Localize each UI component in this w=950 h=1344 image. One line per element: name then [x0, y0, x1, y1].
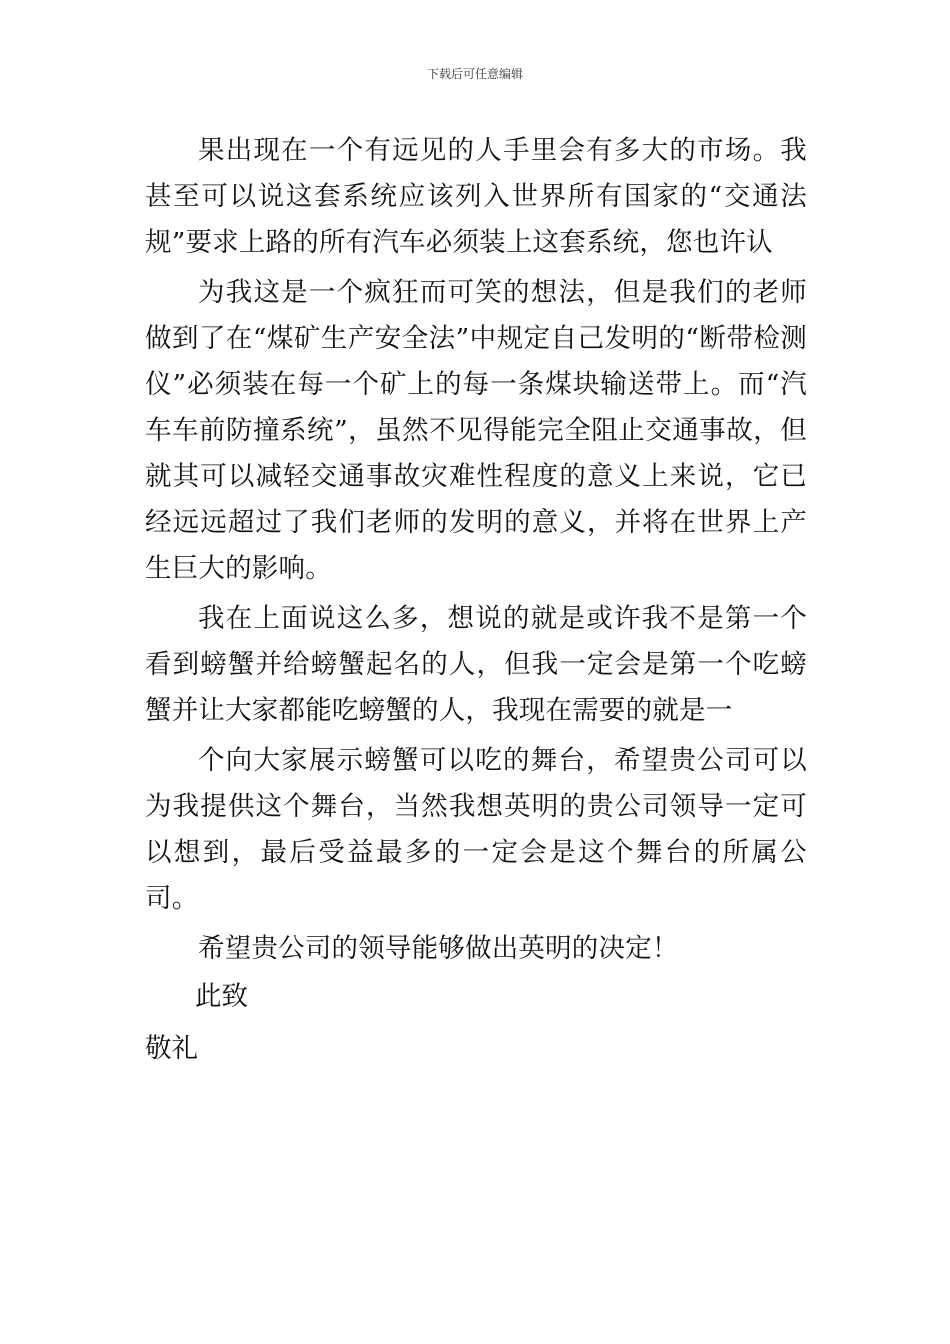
paragraph: 果出现在一个有远见的人手里会有多大的市场。我甚至可以说这套系统应该列入世界所有国家的“交通法规”要求上路的所有汽车必须装上这套系统，您也许认 — [145, 135, 807, 258]
paragraph: 我在上面说这么多，想说的就是或许我不是第一个看到螃蟹并给螃蟹起名的人，但我一定会是第一个吃螃蟹并让大家都能吃螃蟹的人，我现在需要的就是一 — [145, 603, 807, 726]
paragraph: 为我这是一个疯狂而可笑的想法，但是我们的老师做到了在“煤矿生产安全法”中规定自己发明的“断带检测仪”必须装在每一个矿上的每一条煤块输送带上。而“汽车车前防撞系统”，虽然不见得能完全阻止交通事故，但就其可以减轻交通事故灾难性程度的意义上来说，它已经远远超过了我们老师的发明的意义，并将在世界上产生巨大的影响。 — [145, 277, 807, 584]
closing-regards: 敬礼 — [145, 1033, 198, 1064]
page-header: 下载后可任意编辑 — [426, 67, 523, 81]
paragraph: 希望贵公司的领导能够做出英明的决定！ — [198, 933, 679, 964]
closing-salutation: 此致 — [195, 981, 248, 1012]
paragraph: 个向大家展示螃蟹可以吃的舞台，希望贵公司可以为我提供这个舞台，当然我想英明的贵公司领导一定可以想到，最后受益最多的一定会是这个舞台的所属公司。 — [145, 745, 807, 914]
letter-body — [145, 128, 807, 976]
